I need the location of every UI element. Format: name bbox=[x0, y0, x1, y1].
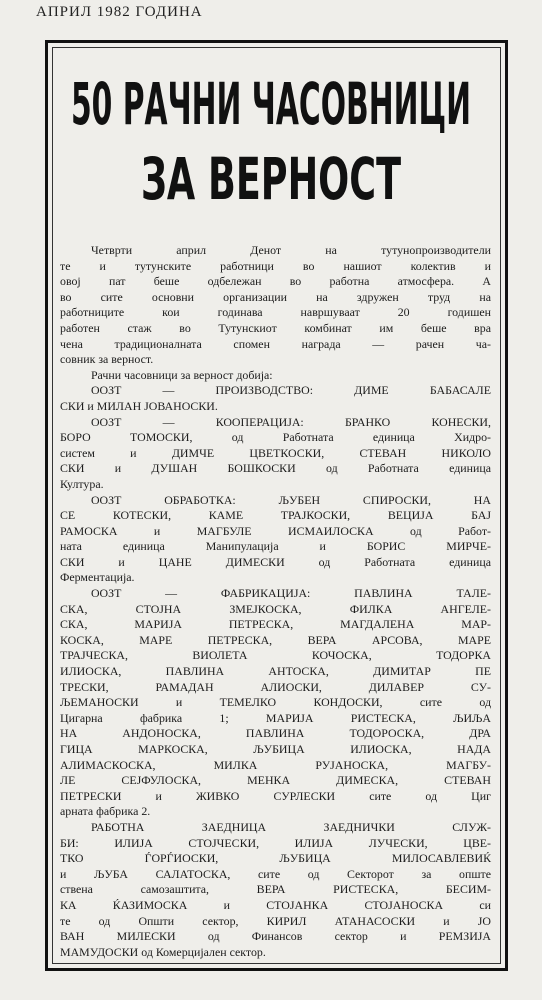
text-line: те од Општи сектор, КИРИЛ АТАНАСОСКИ и ЈО bbox=[60, 913, 491, 928]
text-line: работниците кои годинава навршуваат 20 годишен bbox=[60, 305, 491, 320]
text-line: БИ: ИЛИЈА СТОЈЧЕСКИ, ИЛИЈА ЛУЧЕСКИ, ЦВЕ- bbox=[60, 835, 491, 850]
text-line: ЛЕ СЕЈФУЛОСКА, МЕНКА ДИМЕСКА, СТЕВАН bbox=[60, 773, 491, 788]
text-line: СКА, СТОЈНА ЗМЕЈКОСКА, ФИЛКА АНГЕЛЕ- bbox=[60, 601, 491, 616]
text-line: МАМУДОСКИ од Комерцијален сектор. bbox=[60, 944, 266, 959]
text-line: ТРАЈЧЕСКА, ВИОЛЕТА КОЧОСКА, ТОДОРКА bbox=[60, 648, 491, 663]
text-line: ИЛИОСКА, ПАВЛИНА АНТОСКА, ДИМИТАР ПЕ bbox=[60, 664, 491, 679]
text-line: во сите основни организации на здружен труд на bbox=[60, 289, 491, 304]
text-line: СЕ КОТЕСКИ, КАМЕ ТРАЈКОСКИ, ВЕЦИЈА БАЈ bbox=[60, 508, 491, 523]
text-line: ООЗТ — ПРОИЗВОДСТВО: ДИМЕ БАБАСАЛЕ bbox=[90, 383, 491, 398]
text-line: БОРО ТОМОСКИ, од Работната единица Хидро- bbox=[60, 430, 491, 445]
text-line: ТРЕСКИ, РАМАДАН АЛИОСКИ, ДИЛАВЕР СУ- bbox=[60, 679, 491, 694]
text-line: Цигарна фабрика 1; МАРИЈА РИСТЕСКА, ЉИЉА bbox=[60, 710, 491, 725]
text-line: АЛИМАСКОСКА, МИЛКА РУЈАНОСКА, МАГБУ- bbox=[60, 757, 491, 772]
issue-date-header: АПРИЛ 1982 ГОДИНА bbox=[36, 4, 203, 20]
text-line: ПЕТРЕСКИ и ЖИВКО СУРЛЕСКИ сите од Циг bbox=[60, 788, 491, 803]
text-line: овој пат беше одбележан во работна атмосфера. А bbox=[60, 274, 491, 289]
text-line: ООЗТ — КООПЕРАЦИЈА: БРАНКО КОНЕСКИ, bbox=[90, 414, 491, 429]
text-line: ТКО ЃОРЃИОСКИ, ЉУБИЦА МИЛОСАВЛЕВИЌ bbox=[60, 851, 491, 866]
text-line: работен стаж во Тутунскиот комбинат им беше вра bbox=[60, 320, 491, 335]
text-line: КОСКА, МАРЕ ПЕТРЕСКА, ВЕРА АРСОВА, МАРЕ bbox=[60, 632, 491, 647]
recipient-section bbox=[60, 415, 491, 493]
article-body bbox=[60, 243, 491, 960]
text-line: ЉЕМАНОСКИ и ТЕМЕЛКО КОНДОСКИ, сите од bbox=[60, 695, 491, 710]
text-line: чена традиционалната спомен награда — рачен ча- bbox=[60, 336, 491, 351]
text-line: КА ЌАЗИМОСКА и СТОЈАНКА СТОЈАНОСКА си bbox=[60, 897, 491, 912]
text-line: те и тутунските работници во нашиот колектив и bbox=[60, 258, 491, 273]
text-line: СКА, МАРИЈА ПЕТРЕСКА, МАГДАЛЕНА МАР- bbox=[60, 617, 491, 632]
text-line: РАБОТНА ЗАЕДНИЦА ЗАЕДНИЧКИ СЛУЖ- bbox=[90, 819, 491, 834]
text-line: систем и ДИМЧЕ ЦВЕТКОСКИ, СТЕВАН НИКОЛО bbox=[60, 445, 491, 460]
headline-line-1: 50 РАЧНИ ЧАСОВНИЦИ bbox=[70, 71, 472, 139]
intro-paragraph bbox=[60, 243, 491, 368]
recipient-section bbox=[60, 383, 491, 414]
recipients-lead bbox=[60, 368, 491, 384]
text-line: и ЉУБА САЛАТОСКА, сите од Секторот за опште bbox=[60, 866, 491, 881]
text-line: ООЗТ ОБРАБОТКА: ЉУБЕН СПИРОСКИ, НА bbox=[90, 492, 491, 507]
text-line: арната фабрика 2. bbox=[60, 804, 151, 819]
text-line: ната единица Манипулација и БОРИС МИРЧЕ- bbox=[60, 539, 491, 554]
recipient-section bbox=[60, 820, 491, 960]
text-line: РАМОСКА и МАГБУЛЕ ИСМАИЛОСКА од Работ- bbox=[60, 523, 491, 538]
text-line: НА АНДОНОСКА, ПАВЛИНА ТОДОРОСКА, ДРА bbox=[60, 726, 491, 741]
text-line: Ферментација. bbox=[60, 570, 135, 585]
text-line: ООЗТ — ФАБРИКАЦИЈА: ПАВЛИНА ТАЛЕ- bbox=[90, 586, 491, 601]
text-line: совник за верност. bbox=[60, 352, 154, 367]
recipient-section bbox=[60, 586, 491, 820]
text-line: ствена самозаштита, ВЕРА РИСТЕСКА, БЕСИМ- bbox=[60, 882, 491, 897]
text-line: СКИ и ЦАНЕ ДИМЕСКИ од Работната единица bbox=[60, 554, 491, 569]
headline-line-2: ЗА ВЕРНОСТ bbox=[140, 146, 402, 214]
text-line: Рачни часовници за верност добија: bbox=[90, 367, 273, 382]
text-line: СКИ и МИЛАН ЈОВАНОСКИ. bbox=[60, 398, 218, 413]
text-line: Култура. bbox=[60, 476, 104, 491]
recipient-section bbox=[60, 493, 491, 587]
text-line: ВАН МИЛЕСКИ од Финансов сектор и РЕМЗИЈА bbox=[60, 929, 491, 944]
text-line: Четврти април Денот на тутунопроизводители bbox=[90, 243, 491, 257]
text-line: СКИ и ДУШАН БОШКОСКИ од Работната единица bbox=[60, 461, 491, 476]
text-line: ГИЦА МАРКОСКА, ЉУБИЦА ИЛИОСКА, НАДА bbox=[60, 742, 491, 756]
